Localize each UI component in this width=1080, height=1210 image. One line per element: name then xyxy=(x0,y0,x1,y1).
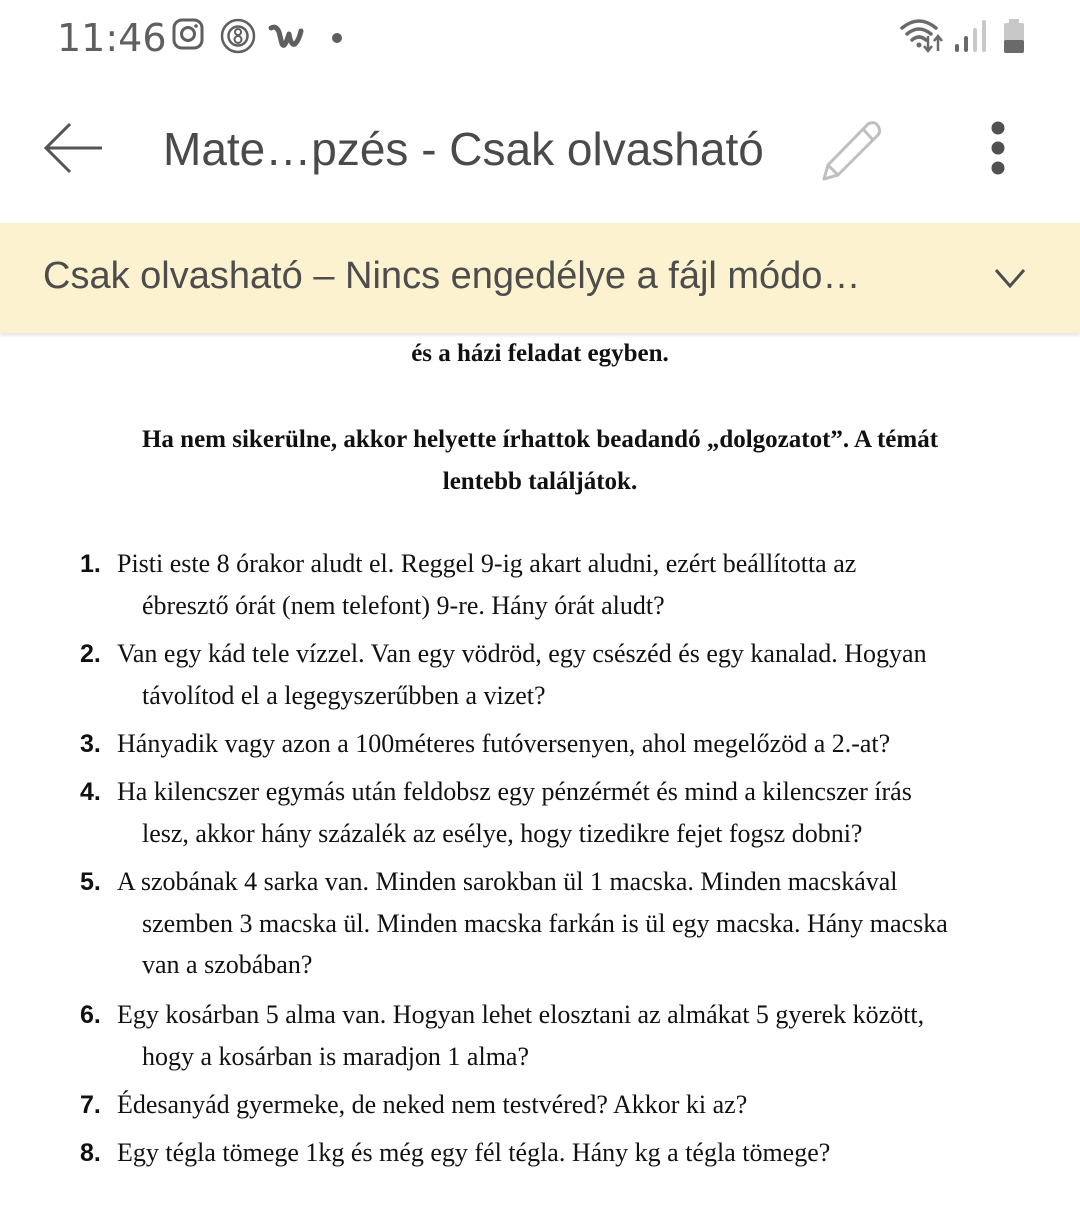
question-number: 7. xyxy=(80,1091,101,1119)
notice-line-2: lentebb találjátok. xyxy=(442,468,638,495)
question-text: Egy tégla tömege 1kg és még egy fél tégla. Hány kg a tégla tömege? xyxy=(117,1138,831,1167)
question-text: Egy kosárban 5 alma van. Hogyan lehet elosztani az almákat 5 gyerek között, xyxy=(117,1000,925,1029)
more-vertical-icon[interactable] xyxy=(980,120,1016,180)
question-number: 1. xyxy=(80,550,101,578)
signal-icon xyxy=(953,18,987,54)
battery-icon xyxy=(1002,18,1026,54)
arrow-left-icon[interactable] xyxy=(40,118,106,178)
question-text-cont: lesz, akkor hány százalék az esélye, hogy tizedikre fejet fogsz dobni? xyxy=(142,819,863,848)
banner-message: Csak olvasható – Nincs engedélye a fájl módo… xyxy=(43,255,861,297)
question-8 xyxy=(80,1132,1010,1174)
app-bar xyxy=(0,78,1080,223)
question-5 xyxy=(80,861,1010,985)
question-number: 2. xyxy=(80,640,101,668)
question-2 xyxy=(80,633,1010,716)
document-page xyxy=(0,333,1080,1210)
question-text: Édesanyád gyermeke, de neked nem testvéred? Akkor ki az? xyxy=(117,1090,748,1119)
question-number: 5. xyxy=(80,868,101,896)
question-text: Hányadik vagy azon a 100méteres futóversenyen, ahol megelőzöd a 2.-at? xyxy=(117,729,891,758)
question-7 xyxy=(80,1084,1010,1126)
question-number: 4. xyxy=(80,778,101,806)
question-number: 8. xyxy=(80,1139,101,1167)
question-6 xyxy=(80,994,1010,1077)
question-4 xyxy=(80,771,1010,854)
question-1 xyxy=(80,543,1010,626)
chevron-down-icon[interactable] xyxy=(990,261,1030,295)
question-number: 6. xyxy=(80,1001,101,1029)
dot-icon xyxy=(330,31,344,45)
question-3 xyxy=(80,723,1010,765)
pencil-icon[interactable] xyxy=(820,118,884,182)
question-text: Ha kilencszer egymás után feldobsz egy pénzérmét és mind a kilencszer írás xyxy=(117,777,912,806)
read-only-banner[interactable] xyxy=(0,223,1080,333)
document-title: Mate…pzés - Csak olvasható xyxy=(163,123,764,175)
status-time: 11:46 xyxy=(57,16,167,60)
notice-line-1: Ha nem sikerülne, akkor helyette írhattok beadandó „dolgozatot”. A témát xyxy=(141,426,939,453)
question-number: 3. xyxy=(80,730,101,758)
wifi-data-icon xyxy=(900,18,946,54)
wish-icon xyxy=(268,22,308,52)
question-text-cont: ébresztő órát (nem telefont) 9-re. Hány órát aludt? xyxy=(142,591,665,620)
question-text: Pisti este 8 órakor aludt el. Reggel 9-ig akart aludni, ezért beállította az xyxy=(117,549,857,578)
question-text: Van egy kád tele vízzel. Van egy vödröd, egy csészéd és egy kanalad. Hogyan xyxy=(117,639,927,668)
question-text-cont: hogy a kosárban is maradjon 1 alma? xyxy=(142,1042,529,1071)
status-bar xyxy=(0,0,1080,78)
question-text-cont: távolítod el a legegyszerűbben a vizet? xyxy=(142,681,546,710)
instagram-icon xyxy=(172,18,204,50)
question-text: A szobának 4 sarka van. Minden sarokban ül 1 macska. Minden macskával xyxy=(117,867,898,896)
question-text-cont: szemben 3 macska ül. Minden macska farkán is ül egy macska. Hány macska xyxy=(142,909,948,938)
8-ball-icon xyxy=(220,18,256,54)
question-text-cont: van a szobában? xyxy=(142,950,313,979)
intro-line: és a házi feladat egyben. xyxy=(411,340,669,367)
